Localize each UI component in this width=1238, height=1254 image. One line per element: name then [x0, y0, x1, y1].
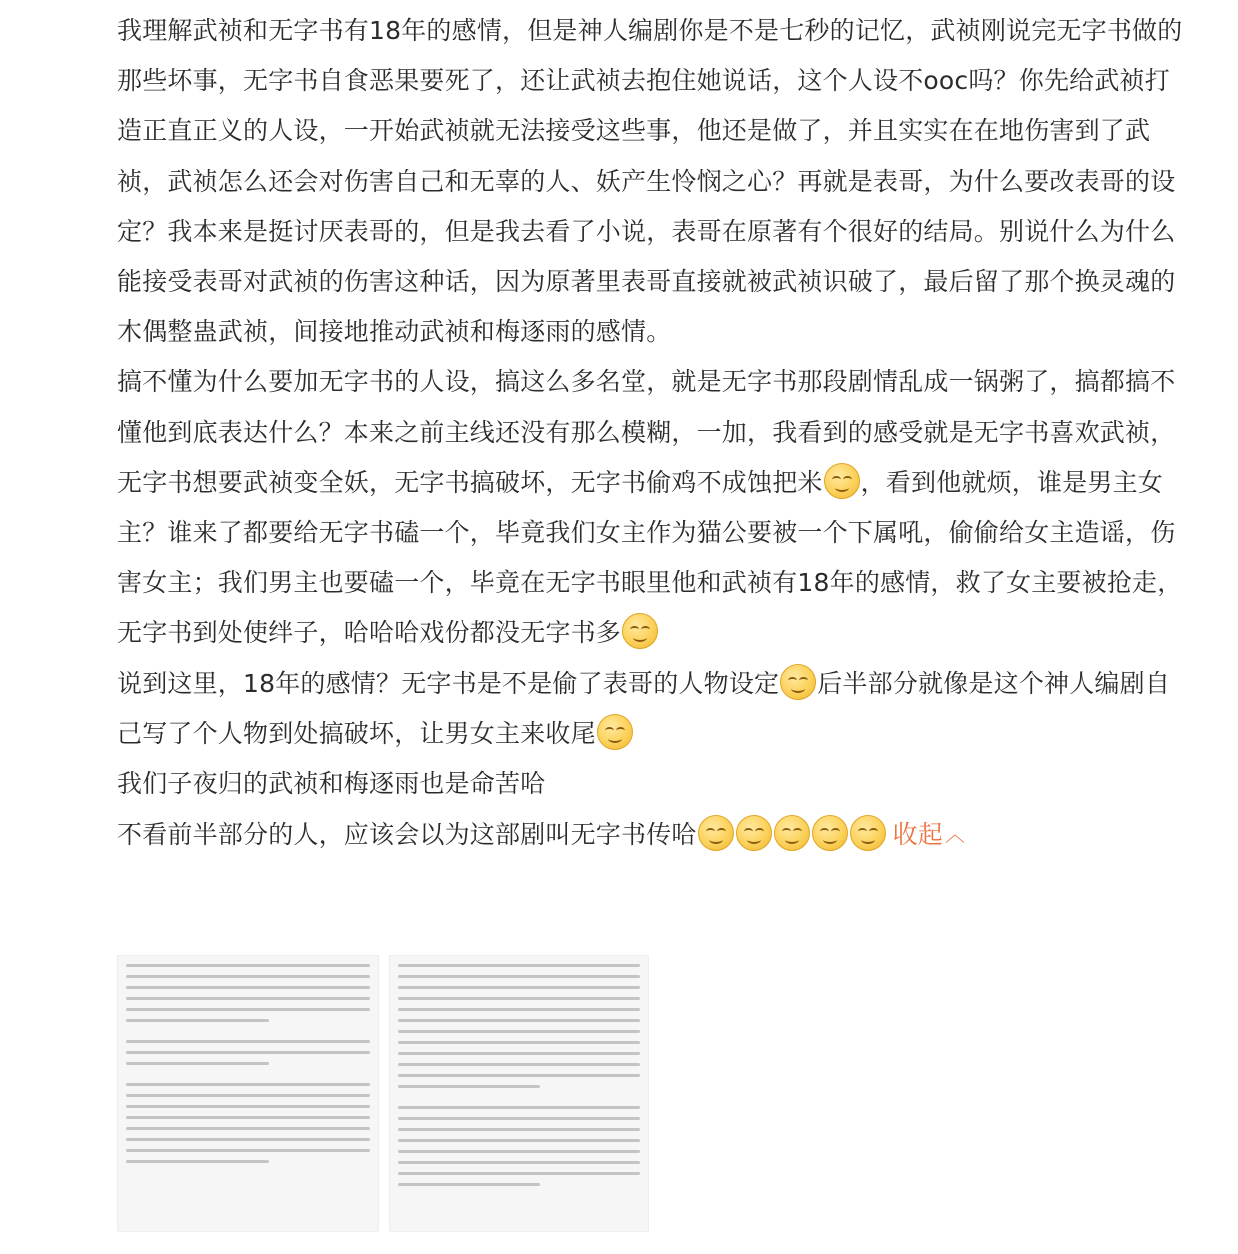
paragraph-text: 后半部分就像是这个神人编剧自己写了个人物到处搞破坏，让男女主来收尾	[117, 668, 1171, 748]
paragraph-text: 不看前半部分的人，应该会以为这部剧叫无字书传哈	[117, 820, 697, 850]
paragraph-text: 我们子夜归的武祯和梅逐雨也是命苦哈	[117, 769, 546, 799]
paragraph-text: 说到这里，18年的感情？无字书是不是偷了表哥的人物设定	[117, 668, 780, 698]
smile-emoji-icon	[622, 613, 658, 649]
paragraph-text: ，看到他就烦，谁是男主女主？谁来了都要给无字书磕一个，毕竟我们女主作为猫公要被一个下属吼，偷偷给女主造谣，伤害女主；我们男主也要磕一个，毕竟在无字书眼里他和武祯有18年的感情，救了女主要被抢走，无字书到处使绊子，哈哈哈戏份都没无字书多	[117, 467, 1183, 648]
collapse-link[interactable]	[893, 820, 966, 849]
smile-emoji-icon	[812, 815, 848, 851]
paragraph-4	[117, 759, 1192, 809]
smile-emoji-icon	[780, 664, 816, 700]
paragraph-5	[117, 809, 1192, 860]
smile-emoji-icon	[736, 815, 772, 851]
smile-emoji-icon	[597, 714, 633, 750]
paragraph-1	[117, 6, 1192, 357]
post-body	[117, 6, 1192, 860]
smile-emoji-icon	[774, 815, 810, 851]
image-attachments	[117, 955, 657, 1235]
paragraph-3	[117, 659, 1192, 759]
smile-emoji-icon	[824, 463, 860, 499]
smile-emoji-icon	[698, 815, 734, 851]
collapse-label: 收起	[892, 820, 944, 850]
screenshot-thumbnail-1[interactable]	[117, 955, 379, 1232]
paragraph-2	[117, 357, 1192, 658]
chevron-up-icon: ︿	[945, 822, 966, 847]
smile-emoji-icon	[850, 815, 886, 851]
paragraph-text: 我理解武祯和无字书有18年的感情，但是神人编剧你是不是七秒的记忆，武祯刚说完无字书做的那些坏事，无字书自食恶果要死了，还让武祯去抱住她说话，这个人设不ooc吗？你先给武祯打造正直正义的人设，一开始武祯就无法接受这些事，他还是做了，并且实实在在地伤害到了武祯，武祯怎么还会对伤害自己和无辜的人、妖产生怜悯之心？再就是表哥，为什么要改表哥的设定？我本来是挺讨厌表哥的，但是我去看了小说，表哥在原著有个很好的结局。别说什么为什么能接受表哥对武祯的伤害这种话，因为原著里表哥直接就被武祯识破了，最后留了那个换灵魂的木偶整蛊武祯，间接地推动武祯和梅逐雨的感情。	[117, 16, 1183, 347]
screenshot-thumbnail-2[interactable]	[389, 955, 649, 1232]
paragraph-text: 搞不懂为什么要加无字书的人设，搞这么多名堂，就是无字书那段剧情乱成一锅粥了，搞都搞不懂他到底表达什么？本来之前主线还没有那么模糊，一加，我看到的感受就是无字书喜欢武祯，无字书想要武祯变全妖，无字书搞破坏，无字书偷鸡不成蚀把米	[117, 367, 1176, 497]
